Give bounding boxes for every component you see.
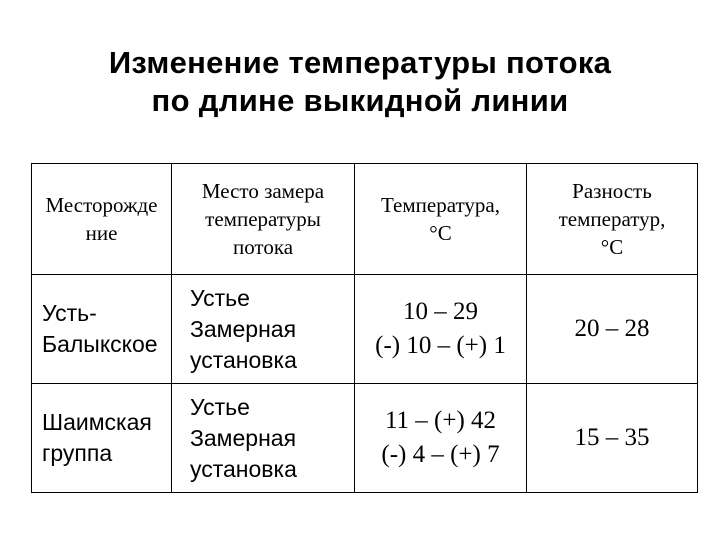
header-diff-line: °С: [600, 235, 624, 259]
title-line-2: по длине выкидной линии: [151, 83, 569, 118]
header-temp-line: Температура,: [381, 193, 500, 217]
page-title: [0, 44, 720, 120]
row-temperature: [355, 384, 527, 493]
header-temperature: [355, 164, 527, 275]
row-place-line: Замерная: [190, 424, 297, 451]
row-place-line: установка: [190, 346, 297, 373]
row-temp-line: 11 – (+) 42: [384, 407, 497, 434]
row-temp-line: (-) 10 – (+) 1: [375, 332, 506, 359]
row-place-line: Устье: [190, 284, 250, 311]
temperature-table: [31, 163, 698, 493]
row-temp-line: (-) 4 – (+) 7: [381, 441, 500, 468]
table-row: [32, 384, 698, 493]
row-temperature: [355, 275, 527, 384]
row-field-line: Балыкское: [42, 331, 158, 357]
header-place: [172, 164, 355, 275]
header-field-line: ние: [85, 221, 118, 245]
row-place-line: установка: [190, 455, 297, 482]
header-field: [32, 164, 172, 275]
row-field-line: Усть-: [42, 300, 97, 326]
title-line-1: Изменение температуры потока: [108, 45, 612, 80]
row-field: [32, 384, 172, 493]
row-field-line: Шаимская: [42, 409, 152, 435]
header-difference: [527, 164, 698, 275]
row-difference: 20 – 28: [527, 275, 698, 384]
row-field-line: группа: [42, 440, 113, 466]
row-place-line: Замерная: [190, 315, 297, 342]
row-difference: 15 – 35: [527, 384, 698, 493]
header-place-line: Место замера: [201, 179, 325, 203]
row-place: [172, 275, 355, 384]
row-temp-line: 10 – 29: [403, 298, 478, 325]
row-place: [172, 384, 355, 493]
header-place-line: температуры: [205, 207, 321, 231]
row-field: [32, 275, 172, 384]
table-header-row: [32, 164, 698, 275]
row-place-line: Устье: [190, 393, 250, 420]
header-diff-line: температур,: [558, 207, 666, 231]
header-place-line: потока: [232, 235, 294, 259]
table-row: [32, 275, 698, 384]
header-diff-line: Разность: [572, 179, 652, 203]
header-field-line: Месторожде: [45, 193, 158, 217]
header-temp-line: °С: [429, 221, 452, 245]
